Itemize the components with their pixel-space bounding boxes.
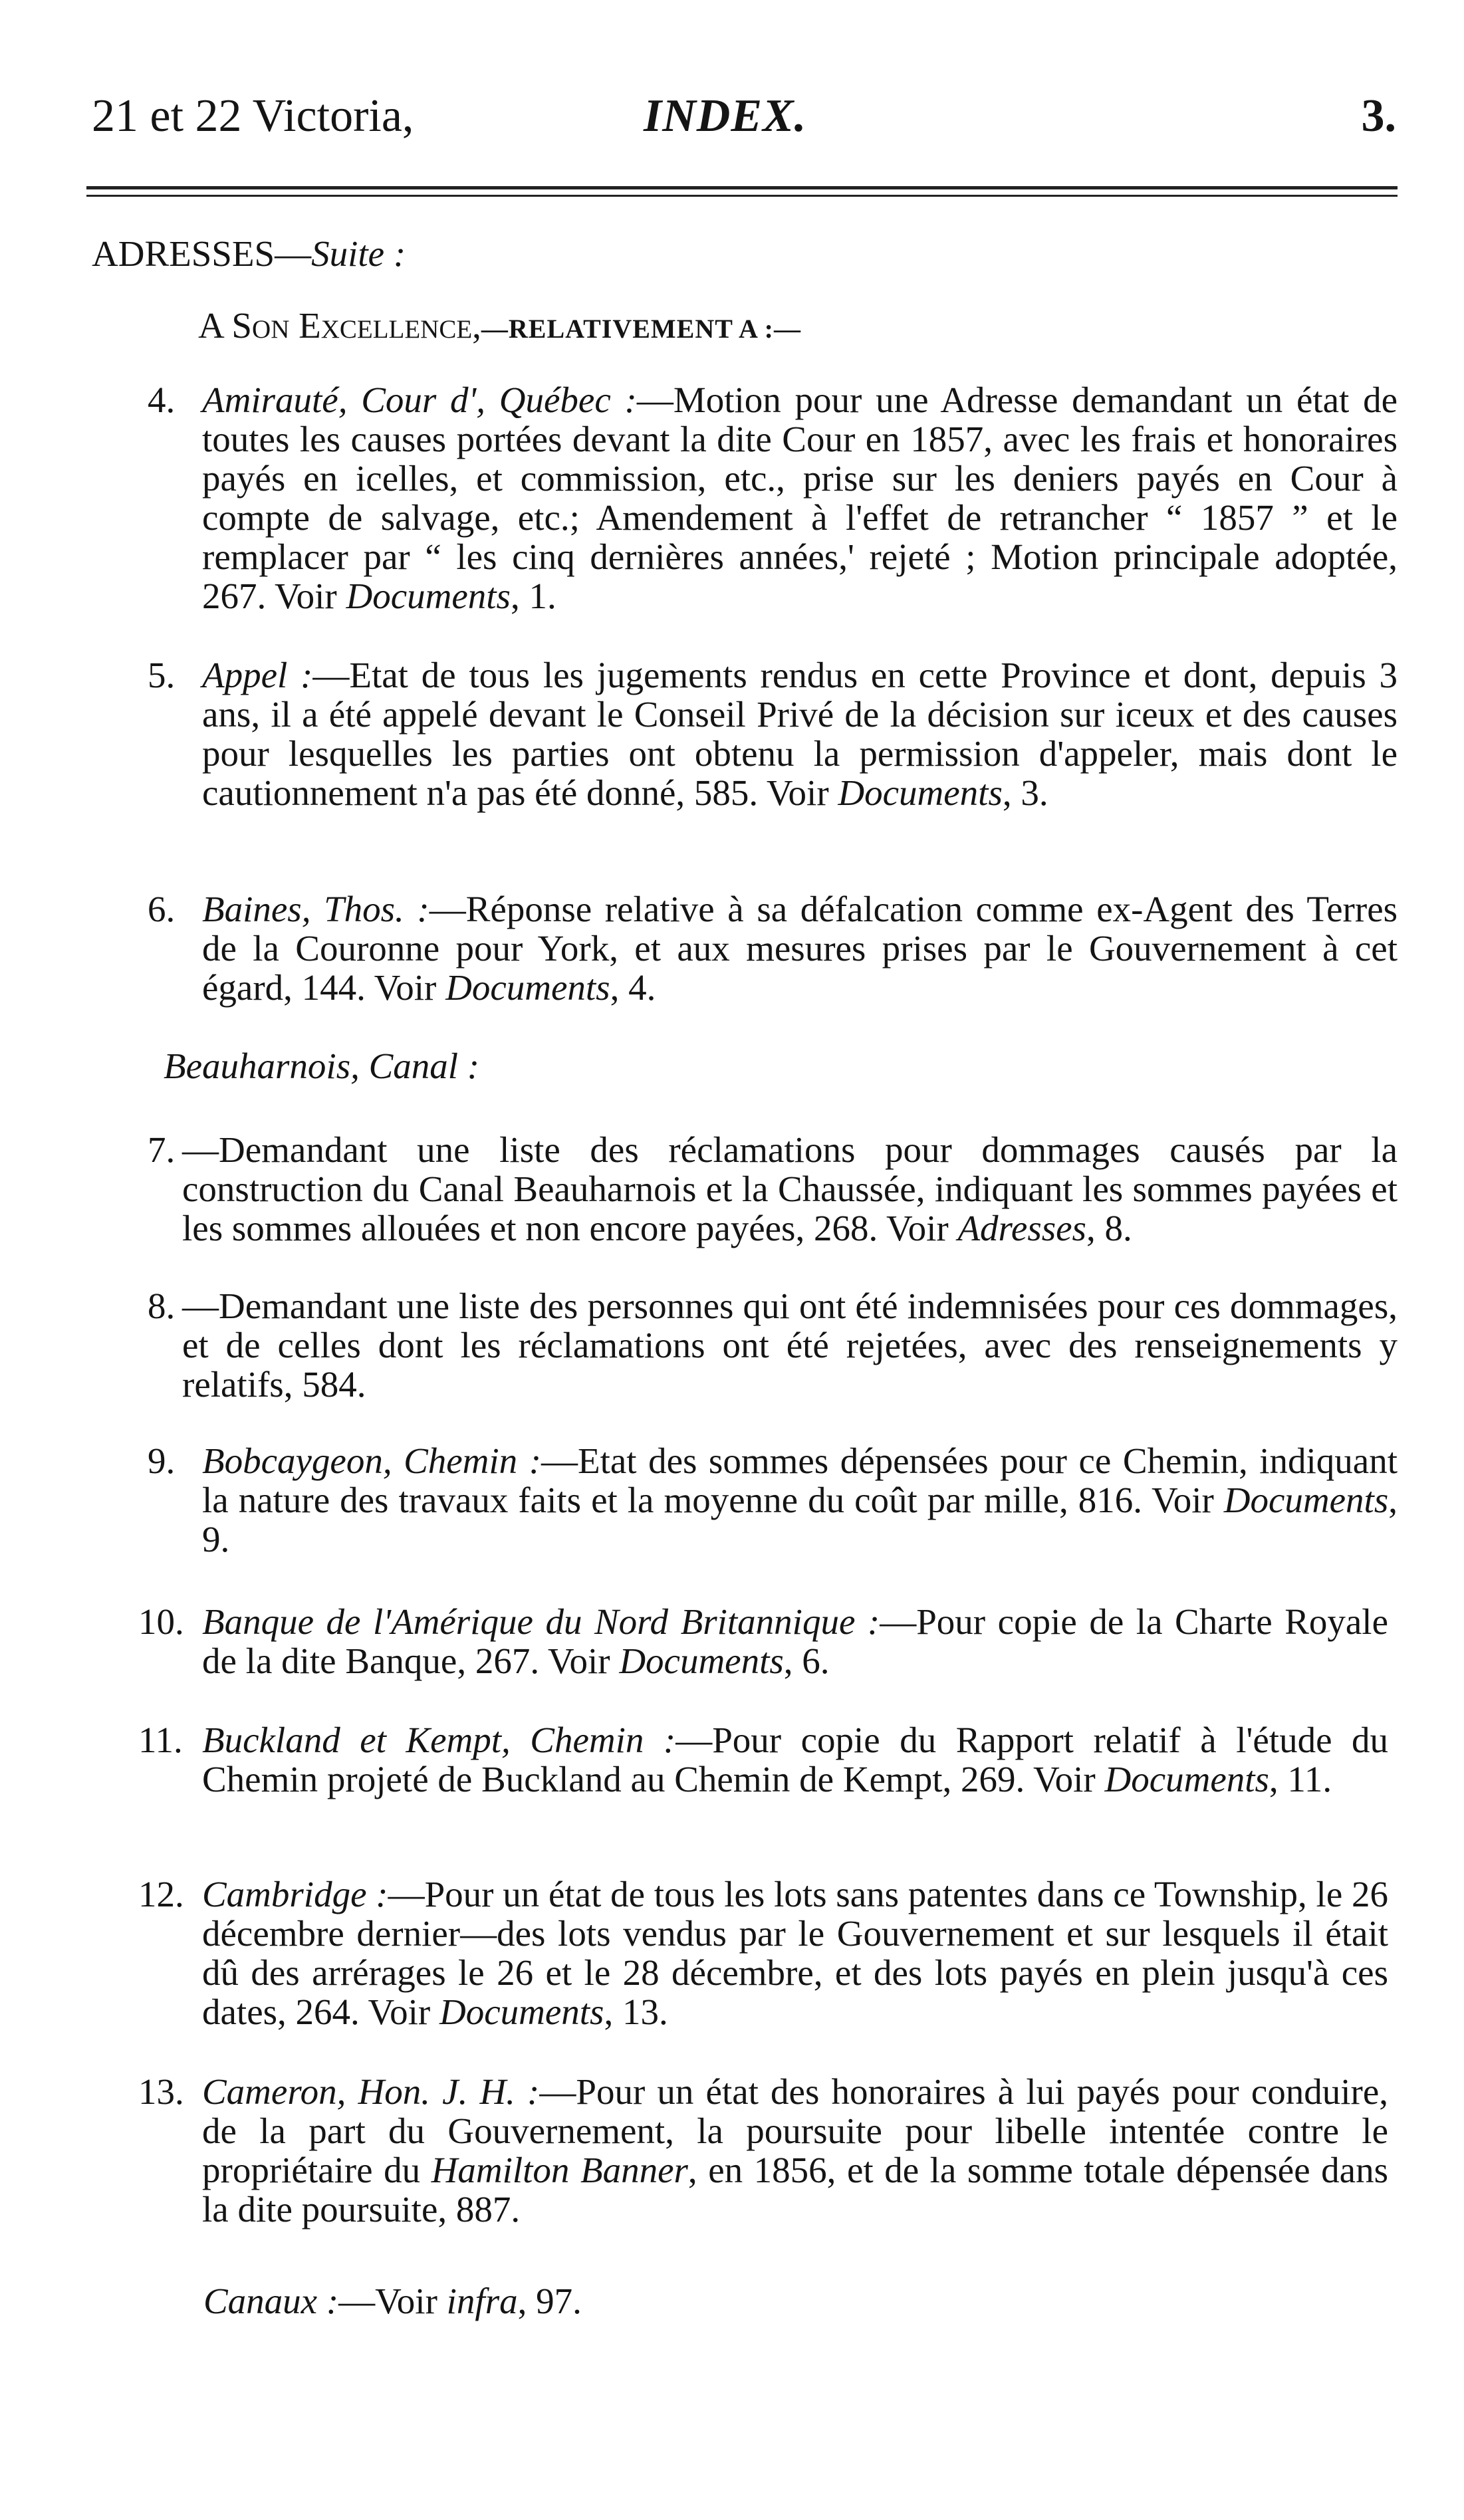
section-heading — [92, 233, 406, 275]
entry-text: —Pour copie du Rapport relatif à l'étude du Chemin projeté de Buckland au Chemin de Kempt, 269. Voir — [202, 1720, 1388, 1799]
entry-number: 9. — [148, 1440, 176, 1481]
entry-text: —Pour un état des honoraires à lui payés pour conduire, de la part du Gouvernement, la poursuite pour libelle intentée contre le propriétaire du — [202, 2071, 1388, 2190]
entry-body — [202, 380, 1398, 616]
entry-title: Appel : — [202, 655, 313, 695]
entry-number: 4. — [148, 380, 176, 420]
entry-text: —Etat de tous les jugements rendus en cette Province et dont, depuis 3 ans, il a été appelé devant le Conseil Privé de la décision sur iceux et des causes pour lesquelles les parties ont obtenu la permission d'appeler, mais dont le cautionnement n'a pas été donné, 585. Voir — [202, 655, 1398, 813]
entry-reference: Documents — [439, 1992, 604, 2032]
entry-reference: Documents — [1223, 1480, 1389, 1520]
entry-number: 12. — [138, 1874, 184, 1914]
entry-reference: Adresses — [957, 1208, 1086, 1248]
header-session: 21 et 22 Victoria, — [92, 90, 414, 142]
entry-body — [202, 1441, 1398, 1559]
entry-reference-number: , 1. — [510, 576, 556, 616]
entry-text: —Demandant une liste des personnes qui ont été indemnisées pour ces dommages, et de celles dont les réclamations ont été rejetées, avec des renseignements y relatifs, 584. — [182, 1286, 1398, 1405]
entry-italic-reference: Hamilton Banner — [431, 2150, 688, 2190]
entry-reference-number: , 6. — [783, 1641, 830, 1681]
entry-text: —Pour copie de la Charte Royale de la dite Banque, 267. Voir — [202, 1601, 1388, 1681]
entry-reference: Documents — [1104, 1759, 1269, 1799]
entry-body — [202, 1602, 1388, 1680]
subheading — [198, 304, 801, 350]
entry-body — [202, 889, 1398, 1007]
canaux-infra: infra — [446, 2281, 518, 2321]
entry-number: 11. — [138, 1720, 183, 1760]
entry-body — [202, 655, 1398, 812]
entry-title: Cambridge : — [202, 1874, 388, 1914]
entry-reference: Documents — [838, 772, 1003, 813]
section-suite: Suite : — [311, 233, 406, 274]
subheading-tail: —RELATIVEMENT A :— — [481, 314, 801, 344]
entry-title: Buckland et Kempt, Chemin : — [202, 1720, 676, 1760]
entry-number: 6. — [148, 889, 176, 929]
entry-text: —Pour un état de tous les lots sans patentes dans ce Township, le 26 décembre dernier—des lots vendus par le Gouvernement et sur lesquels il était dû des arrérages le 26 et le 28 décembre, et des lots payés en plein jusqu'à ces dates, 264. Voir — [202, 1874, 1388, 2032]
entry-title: Bobcaygeon, Chemin : — [202, 1440, 542, 1481]
header-rule-thin — [86, 195, 1398, 197]
entry-title: Cameron, Hon. J. H. : — [202, 2071, 540, 2112]
subheading-prefix: A Son Excellence, — [198, 305, 481, 346]
page-header — [92, 86, 1396, 146]
section-title: ADRESSES— — [92, 233, 312, 274]
entry-reference-number: , 8. — [1086, 1208, 1132, 1248]
header-rule-thick — [86, 186, 1398, 189]
entry-number: 13. — [138, 2071, 184, 2112]
canaux-text: —Voir — [338, 2281, 447, 2321]
entry-body — [202, 1720, 1388, 1799]
entry-text: —Etat des sommes dépensées pour ce Chemin, indiquant la nature des travaux faits et la moyenne du coût par mille, 816. Voir — [202, 1440, 1398, 1520]
entry-number: 7. — [148, 1129, 176, 1170]
entry-body — [182, 1286, 1398, 1404]
entry-reference: Documents — [619, 1641, 784, 1681]
entry-body — [202, 1875, 1388, 2031]
entry-text-continued: , en 1856, et de la somme totale dépensée dans la dite poursuite, 887. — [202, 2150, 1388, 2230]
entry-text: —Motion pour une Adresse demandant un état de toutes les causes portées devant la dite Cour en 1857, avec les frais et honoraires payés en icelles, et commission, etc., prise sur les deniers payés en Cour à compte de salvage, etc.; Amendement à l'effet de retrancher “ 1857 ” et le remplacer par “ les cinq dernières années,' rejeté ; Motion principale adoptée, 267. Voir — [202, 380, 1398, 616]
entry-title: Amirauté, Cour d', Québec : — [202, 380, 637, 420]
entry-reference-number: , 3. — [1002, 772, 1048, 813]
subsection-heading-beauharnois: Beauharnois, Canal : — [164, 1046, 480, 1086]
entry-title: Baines, Thos. : — [202, 889, 429, 929]
entry-number: 5. — [148, 655, 176, 695]
canaux-entry — [203, 2280, 582, 2323]
entry-title: Banque de l'Amérique du Nord Britannique : — [202, 1601, 880, 1642]
entry-text: —Demandant une liste des réclamations pour dommages causés par la construction du Canal Beauharnois et la Chaussée, indiquant les sommes payées et les sommes allouées et non encore payées, 268. Voir — [182, 1129, 1398, 1248]
header-title: INDEX. — [644, 90, 807, 142]
canaux-title: Canaux : — [203, 2281, 339, 2321]
entry-reference-number: , 13. — [604, 1992, 668, 2032]
entry-reference-number: , 4. — [610, 967, 656, 1008]
entry-reference-number: , 11. — [1269, 1759, 1332, 1799]
entry-body — [182, 1130, 1398, 1248]
entry-body — [202, 2072, 1388, 2229]
entry-reference-number: , 9. — [202, 1480, 1398, 1559]
canaux-page: , 97. — [517, 2281, 582, 2321]
entry-reference: Documents — [346, 576, 511, 616]
entry-number: 8. — [148, 1286, 176, 1326]
entry-text: —Réponse relative à sa défalcation comme ex-Agent des Terres de la Couronne pour York, et aux mesures prises par le Gouvernement à cet égard, 144. Voir — [202, 889, 1398, 1008]
page-number: 3. — [1361, 90, 1396, 142]
entry-number: 10. — [138, 1601, 184, 1642]
entry-reference: Documents — [445, 967, 610, 1008]
